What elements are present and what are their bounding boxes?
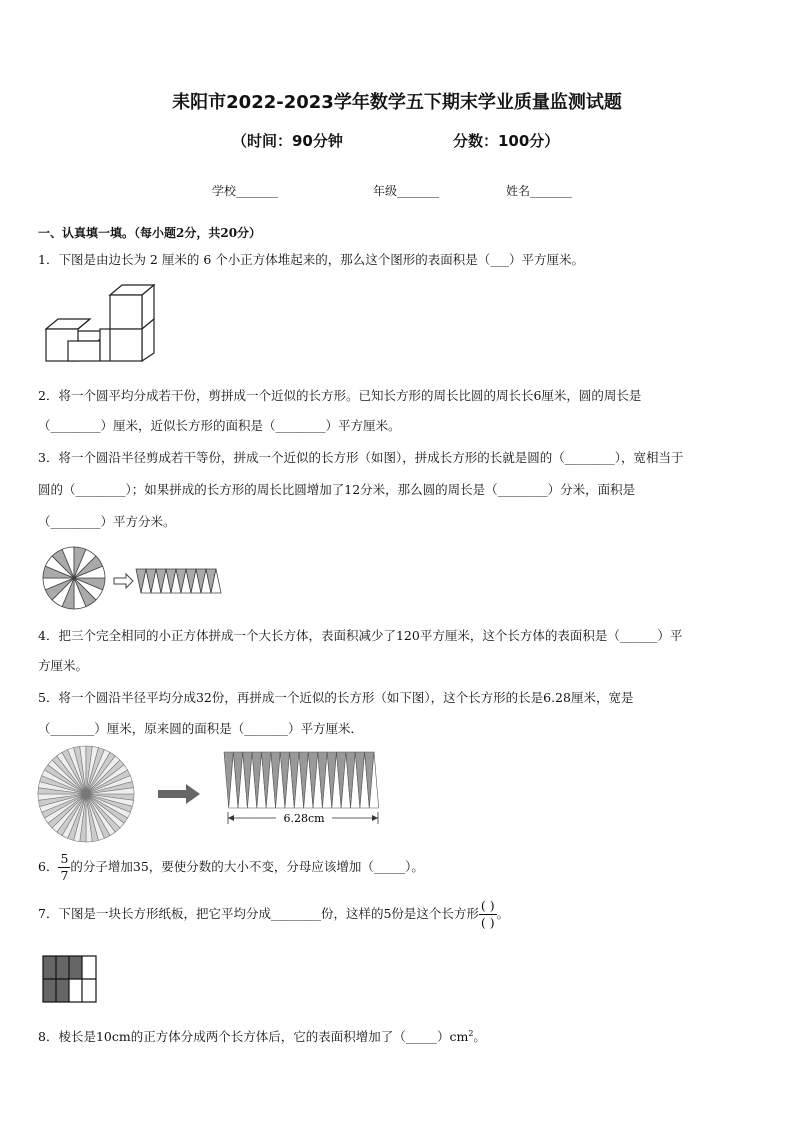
question-2-line2: （________）厘米，近似长方形的面积是（________）平方厘米。 (38, 418, 401, 433)
question-8-text: 8．棱长是10cm的正方体分成两个长方体后，它的表面积增加了（_____）cm (38, 1029, 469, 1044)
cube-stack-figure (44, 283, 160, 363)
question-1: 1．下图是由边长为 2 厘米的 6 个小正方体堆起来的，那么这个图形的表面积是（___）平方厘米。 (38, 252, 585, 267)
question-3-line3: （________）平方分米。 (38, 514, 176, 529)
page-title: 耒阳市2022-2023学年数学五下期末学业质量监测试题 (172, 92, 622, 113)
question-6-number: 6． (38, 859, 59, 874)
question-3-line2: 圆的（________）；如果拼成的长方形的周长比圆增加了12分米，那么圆的周长是（________）分米，面积是 (38, 482, 636, 497)
question-8-end: 。 (473, 1029, 486, 1044)
question-5-line1: 5．将一个圆沿半径平均分成32份，再拼成一个近似的长方形（如下图），这个长方形的长是6.28厘米，宽是 (38, 690, 634, 705)
blank-fraction (479, 898, 497, 931)
unit-superscript: 2 (468, 1028, 474, 1038)
question-7 (38, 898, 509, 931)
school-field: 学校_______ (212, 184, 279, 198)
section-heading: 一、认真填一填。（每小题2分，共20分） (38, 226, 262, 240)
grade-field: 年级_______ (373, 184, 440, 198)
question-7-end: 。 (496, 906, 510, 921)
name-field: 姓名_______ (506, 184, 573, 198)
question-4-line1: 4．把三个完全相同的小正方体拼成一个大长方体，表面积减少了120平方厘米，这个长方体的表面积是（______）平 (38, 628, 683, 643)
fraction-numerator: 5 (60, 851, 69, 866)
paper-grid-figure (42, 955, 100, 1005)
blank-denominator: ( ) (480, 915, 495, 930)
exam-score: 分数：100分） (453, 132, 560, 150)
blank-numerator: ( ) (480, 898, 495, 913)
question-2-line1: 2．将一个圆平均分成若干份，剪拼成一个近似的长方形。已知长方形的周长比圆的周长长6厘米，圆的周长是 (38, 388, 642, 403)
fraction-5-7 (58, 851, 70, 884)
question-4-line2: 方厘米。 (38, 658, 89, 673)
question-6-text: 的分子增加35，要使分数的大小不变，分母应该增加（_____）。 (70, 859, 424, 874)
exam-time: （时间：90分钟 (232, 132, 343, 150)
circle-to-rectangle-figure-large (34, 744, 384, 848)
question-8 (38, 1027, 486, 1045)
circle-to-rectangle-figure-small (40, 544, 230, 614)
fraction-denominator: 7 (60, 868, 69, 883)
question-3-line1: 3．将一个圆沿半径剪成若干等份，拼成一个近似的长方形（如图），拼成长方形的长就是圆的（________），宽相当于 (38, 450, 684, 465)
question-5-line2: （_______）厘米，原来圆的面积是（_______）平方厘米． (38, 721, 364, 736)
question-6 (38, 851, 424, 884)
width-label: 6.28cm (283, 812, 325, 825)
question-7-text: 7．下图是一块长方形纸板，把它平均分成________份，这样的5份是这个长方形 (38, 906, 479, 921)
